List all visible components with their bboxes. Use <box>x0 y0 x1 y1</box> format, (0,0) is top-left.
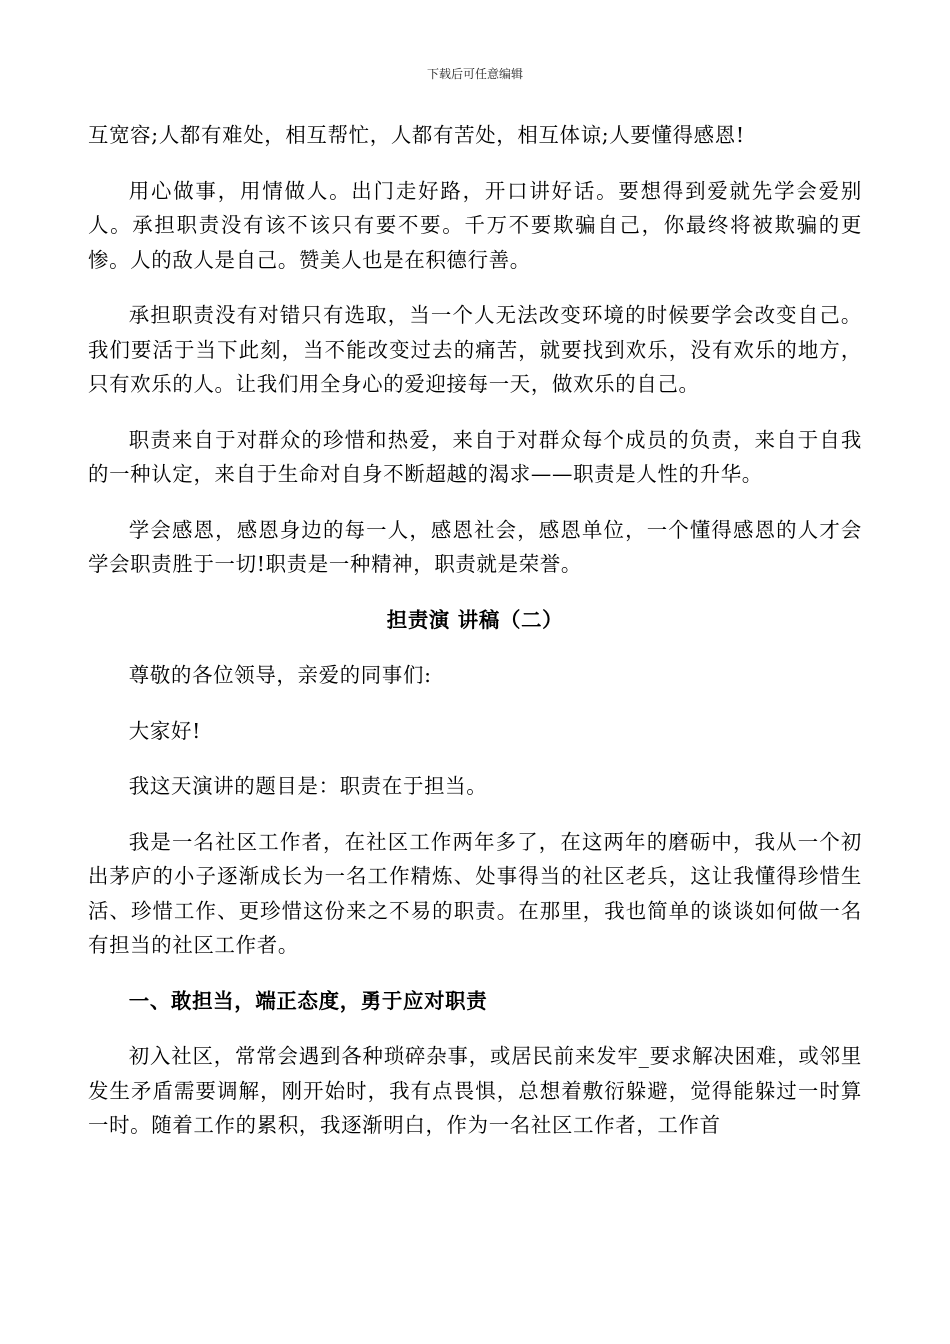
hello-line: 大家好! <box>128 718 201 743</box>
paragraph: 初入社区，常常会遇到各种琐碎杂事，或居民前来发牢_要求解决困难，或邻里发生矛盾需要调解，刚开始时，我有点畏惧，总想着敷衍躲避，觉得能躲过一时算一时。随着工作的累积，我逐渐明白，作为一名社区工作者，工作首 <box>88 1044 862 1137</box>
paragraph-continuation: 互宽容;人都有难处，相互帮忙，人都有苦处，相互体谅;人要懂得感恩! <box>88 123 745 147</box>
greeting-line: 尊敬的各位领导，亲爱的同事们: <box>128 663 432 687</box>
paragraph: 用心做事，用情做人。出门走好路，开口讲好话。要想得到爱就先学会爱别人。承担职责没有该不该只有要不要。千万不要欺骗自己，你最终将被欺骗的更惨。人的敌人是自己。赞美人也是在积德行善。 <box>88 178 862 272</box>
document-body <box>88 118 862 1164</box>
topic-line: 我这天演讲的题目是：职责在于担当。 <box>128 774 488 798</box>
paragraph: 我是一名社区工作者，在社区工作两年多了，在这两年的磨砺中，我从一个初出茅庐的小子逐渐成长为一名工作精炼、处事得当的社区老兵，这让我懂得珍惜生活、珍惜工作、更珍惜这份来之不易的职责。在那里，我也简单的谈谈如何做一名有担当的社区工作者。 <box>88 829 862 957</box>
subheading: 一、敢担当，端正态度，勇于应对职责 <box>128 988 488 1013</box>
paragraph: 职责来自于对群众的珍惜和热爱，来自于对群众每个成员的负责，来自于自我的一种认定，来自于生命对自身不断超越的渴求——职责是人性的升华。 <box>88 427 862 486</box>
section-title: 担责演 讲稿（二） <box>386 607 564 632</box>
paragraph: 承担职责没有对错只有选取，当一个人无法改变环境的时候要学会改变自己。我们要活于当下此刻，当不能改变过去的痛苦，就要找到欢乐，没有欢乐的地方，只有欢乐的人。让我们用全身心的爱迎接每一天，做欢乐的自己。 <box>88 303 862 396</box>
page-header-note: 下载后可任意编辑 <box>426 67 523 81</box>
paragraph: 学会感恩，感恩身边的每一人，感恩社会，感恩单位，一个懂得感恩的人才会学会职责胜于一切!职责是一种精神，职责就是荣誉。 <box>88 517 862 576</box>
